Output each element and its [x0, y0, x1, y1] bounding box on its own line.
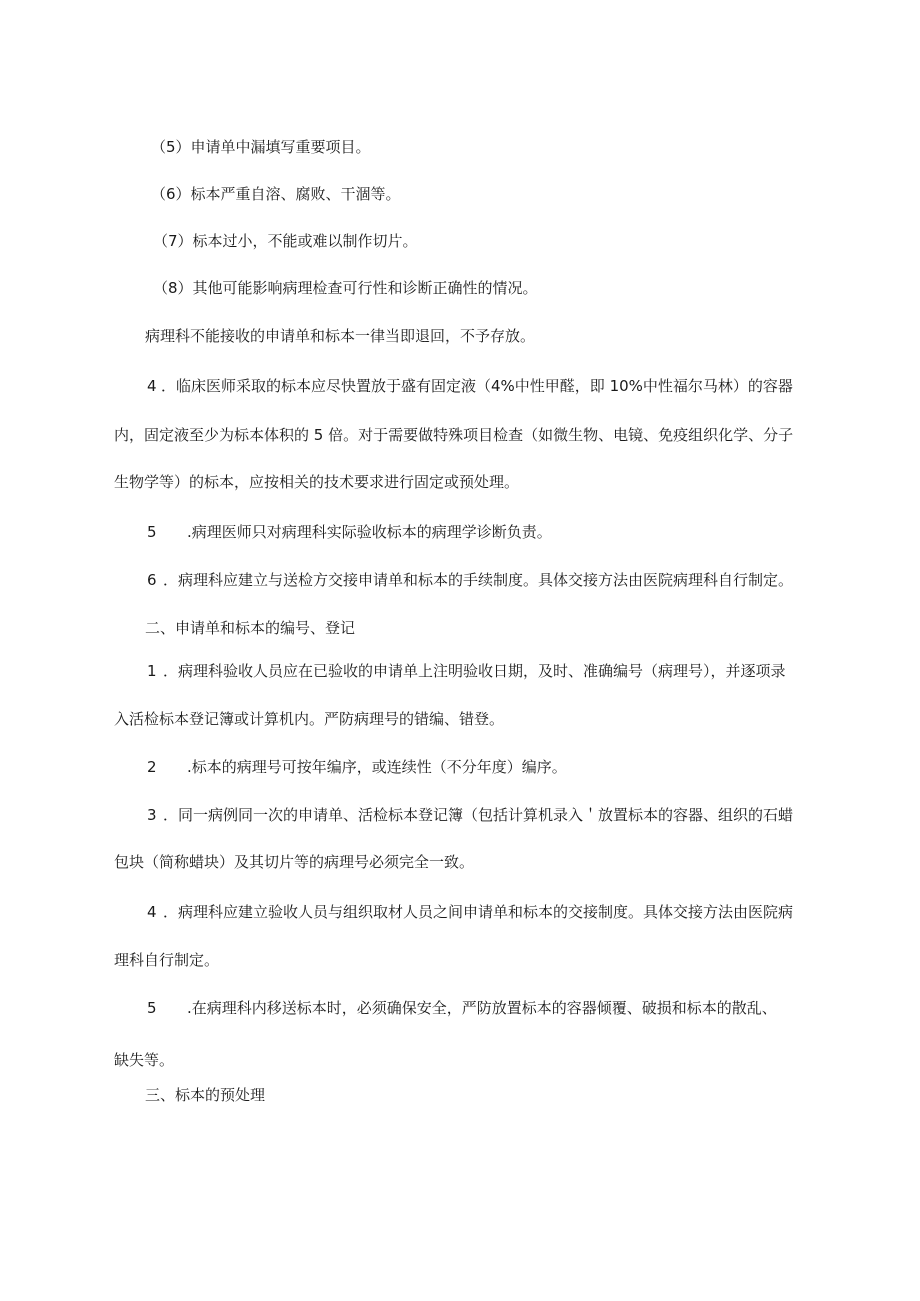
section-heading-2: 二、申请单和标本的编号、登记 — [145, 619, 356, 637]
paragraph-4-line-1: ．临床医师采取的标本应尽快置放于盛有固定液（4%中性甲醛，即 10%中性福尔马林）的容器 — [161, 377, 793, 395]
reject-paragraph: 病理科不能接收的申请单和标本一律当即退回，不予存放。 — [145, 327, 536, 345]
paragraph-number: 3 — [147, 806, 157, 824]
paragraph-number: 2 — [147, 758, 157, 776]
list-item-5: （5）申请单中漏填写重要项目。 — [151, 138, 371, 156]
paragraph-5: .病理医师只对病理科实际验收标本的病理学诊断负责。 — [187, 523, 552, 541]
paragraph-number: 5 — [147, 523, 157, 541]
section-heading-3: 三、标本的预处理 — [145, 1086, 266, 1104]
paragraph-4-line-3: 生物学等）的标本，应按相关的技术要求进行固定或预处理。 — [114, 473, 520, 491]
list-item-7: （7）标本过小，不能或难以制作切片。 — [153, 232, 418, 250]
section-2-item-1-line-2: 入活检标本登记簿或计算机内。严防病理号的错编、错登。 — [114, 710, 505, 728]
paragraph-number: 6 — [147, 571, 157, 589]
paragraph-number: 4 — [147, 377, 157, 395]
section-2-item-3-line-2: 包块（简称蜡块）及其切片等的病理号必须完全一致。 — [114, 853, 475, 871]
section-2-item-2: .标本的病理号可按年编序，或连续性（不分年度）编序。 — [187, 758, 567, 776]
paragraph-4-line-2: 内，固定液至少为标本体积的 5 倍。对于需要做特殊项目检查（如微生物、电镜、免疫组织化学、分子 — [114, 426, 794, 444]
paragraph-number: 5 — [147, 999, 157, 1017]
section-2-item-4-line-1: ．病理科应建立验收人员与组织取材人员之间申请单和标本的交接制度。具体交接方法由医院病 — [163, 903, 794, 921]
section-2-item-1-line-1: ．病理科验收人员应在已验收的申请单上注明验收日期，及时、准确编号（病理号），并逐项录 — [163, 662, 786, 680]
paragraph-6: ．病理科应建立与送检方交接申请单和标本的手续制度。具体交接方法由医院病理科自行制定。 — [163, 571, 794, 589]
section-2-item-4-line-2: 理科自行制定。 — [114, 951, 220, 969]
list-item-8: （8）其他可能影响病理检查可行性和诊断正确性的情况。 — [153, 279, 538, 297]
list-item-6: （6）标本严重自溶、腐败、干涸等。 — [151, 185, 401, 203]
paragraph-number: 4 — [147, 903, 157, 921]
section-2-item-3-line-1: ．同一病例同一次的申请单、活检标本登记簿（包括计算机录入＇放置标本的容器、组织的石蜡 — [163, 806, 794, 824]
paragraph-number: 1 — [147, 662, 157, 680]
section-2-item-5-line-1: .在病理科内移送标本时，必须确保安全，严防放置标本的容器倾覆、破损和标本的散乱、 — [187, 999, 777, 1017]
section-2-item-5-line-2: 缺失等。 — [114, 1051, 175, 1069]
